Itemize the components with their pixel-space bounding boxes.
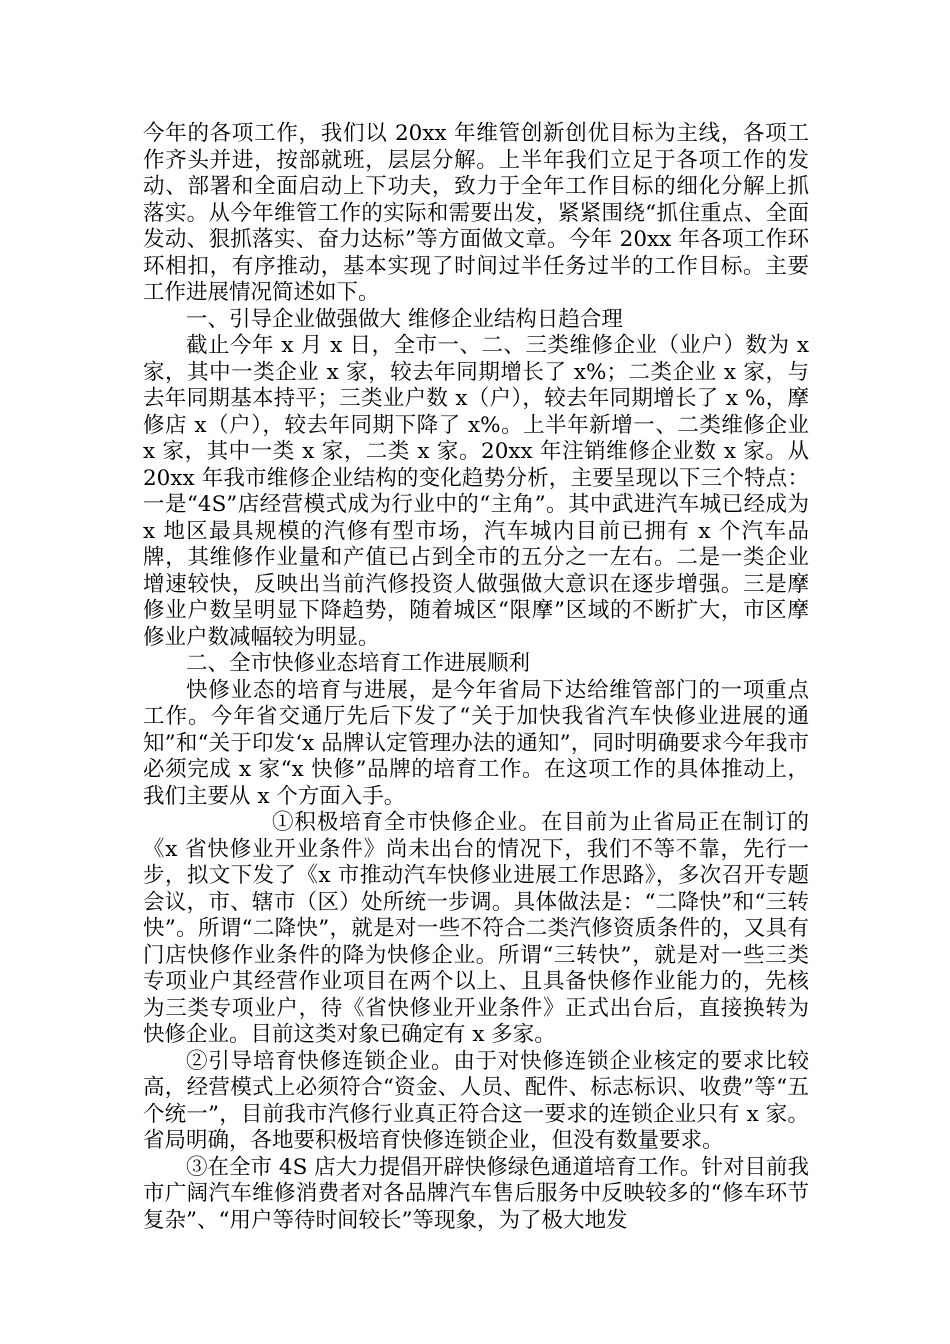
item-1-paragraph: ①积极培育全市快修企业。在目前为止省局正在制订的《x 省快修业开业条件》尚未出台的情况下，我们不等不靠，先行一步，拟文下发了《x 市推动汽车快修业进展工作思路》，多次召开专题会议，市、辖市（区）处所统一步调。具体做法是：“二降快”和“三转快”。所谓“二降快”，就是对一些不符合二类汽修资质条件的，又具有门店快修作业条件的降为快修企业。所谓“三转快”，就是对一些三类专项业户其经营作业项目在两个以上、且具备快修作业能力的，先核为三类专项业户，待《省快修业开业条件》正式出台后，直接换转为快修企业。目前这类对象已确定有 x 多家。 [143,810,809,1047]
item-3-paragraph: ③在全市 4S 店大力提倡开辟快修绿色通道培育工作。针对目前我市广阔汽车维修消费者对各品牌汽车售后服务中反映较多的“修车环节复杂”、“用户等待时间较长”等现象，为了极大地发 [143,1154,809,1233]
document-page [143,121,809,1234]
item-2-paragraph: ②引导培育快修连锁企业。由于对快修连锁企业核定的要求比较高，经营模式上必须符合“资金、人员、配件、标志标识、收费”等“五个统一”，目前我市汽修行业真正符合这一要求的连锁企业只有 x 家。省局明确，各地要积极培育快修连锁企业，但没有数量要求。 [143,1048,809,1153]
section-1-paragraph: 截止今年 x 月 x 日，全市一、二、三类维修企业（业户）数为 x 家，其中一类企业 x 家，较去年同期增长了 x%；二类企业 x 家，与去年同期基本持平；三类业户数 x（户），较去年同期增长了 x %，摩修店 x（户），较去年同期下降了 x%。上半年新增一、二类维修企业 x 家，其中一类 x 家，二类 x 家。20xx 年注销维修企业数 x 家。从 20xx 年我市维修企业结构的变化趋势分析，主要呈现以下三个特点：一是“4S”店经营模式成为行业中的“主角”。其中武进汽车城已经成为 x 地区最具规模的汽修有型市场，汽车城内目前已拥有 x 个汽车品牌，其维修作业量和产值已占到全市的五分之一左右。二是一类企业增速较快，反映出当前汽修投资人做强做大意识在逐步增强。三是摩修业户数呈明显下降趋势，随着城区“限摩”区域的不断扩大，市区摩修业户数减幅较为明显。 [143,333,809,650]
section-heading-1: 一、引导企业做强做大 维修企业结构日趋合理 [186,306,623,332]
intro-paragraph: 今年的各项工作，我们以 20xx 年维管创新创优目标为主线，各项工作齐头并进，按部就班，层层分解。上半年我们立足于各项工作的发动、部署和全面启动上下功夫，致力于全年工作目标的细化分解上抓落实。从今年维管工作的实际和需要出发，紧紧围绕“抓住重点、全面发动、狠抓落实、奋力达标”等方面做文章。今年 20xx 年各项工作环环相扣，有序推动，基本实现了时间过半任务过半的工作目标。主要工作进展情况简述如下。 [143,121,809,305]
section-2-paragraph: 快修业态的培育与进展，是今年省局下达给维管部门的一项重点工作。今年省交通厅先后下发了“关于加快我省汽车快修业进展的通知”和“关于印发‘x 品牌认定管理办法的通知”，同时明确要求今年我市必须完成 x 家“x 快修”品牌的培育工作。在这项工作的具体推动上，我们主要从 x 个方面入手。 [143,677,809,809]
section-heading-2: 二、全市快修业态培育工作进展顺利 [186,651,531,676]
